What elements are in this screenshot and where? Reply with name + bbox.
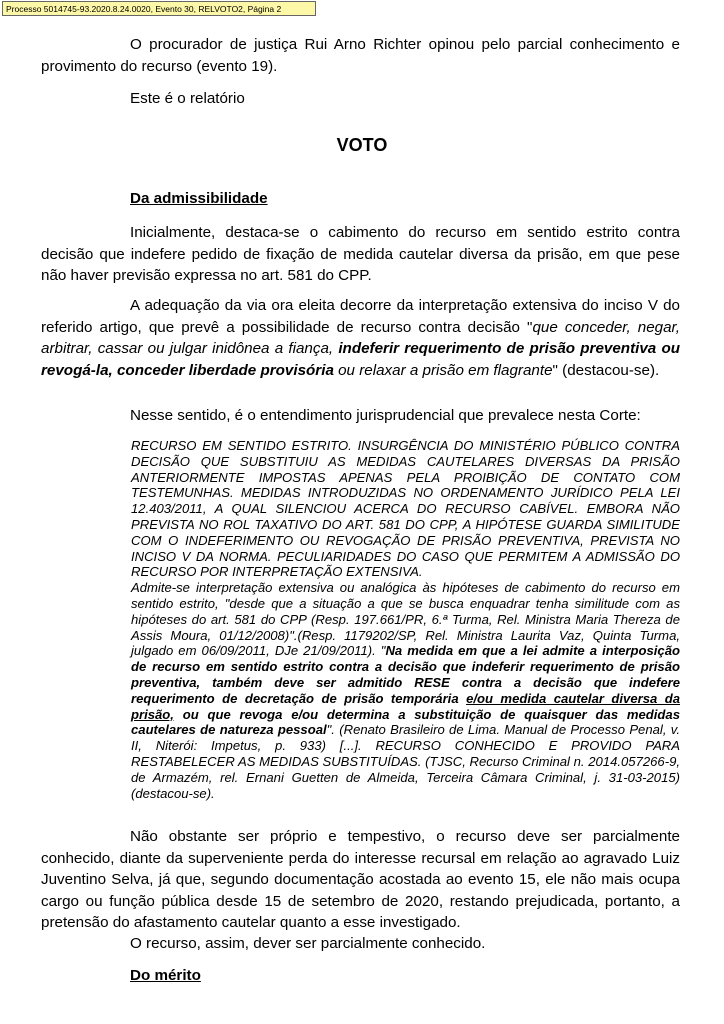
section-heading-merito: Do mérito (130, 967, 201, 984)
paragraph-conhecimento-parcial: Não obstante ser próprio e tempestivo, o recurso deve ser parcialmente conhecido, diante da superveniente perda do interesse recursal em relação ao agravado Luiz Juventino Selva, já que, segundo documentação acostada ao evento 15, ele não mais ocupa cargo ou função pública desde 15 de setembro de 2020, restando prejudicada, portanto, a pretensão do afastamento cautelar quanto a esse investigado. (41, 828, 680, 931)
paragraph-relatorio: Este é o relatório (130, 90, 245, 107)
adequacao-text: A adequação da via ora eleita decorre da interpretação extensiva do inciso V do referido artigo, que prevê a possibilidade de recurso contra decisão " (41, 297, 680, 336)
paragraph-conclusao: O recurso, assim, dever ser parcialmente conhecido. (130, 935, 486, 952)
adequacao-quote-bold: indeferir requerimento de prisão preventiva ou revogá-la, conceder liberdade provisória (41, 340, 680, 379)
adequacao-quote-italic: que conceder, negar, arbitrar, cassar ou julgar inidônea a fiança, (41, 318, 680, 357)
paragraph-cabimento: Inicialmente, destaca-se o cabimento do recurso em sentido estrito contra decisão que indefere pedido de fixação de medida cautelar diversa da prisão, em que pese não haver previsão expressa no art. 581 do CPP. (41, 224, 680, 284)
paragraph-procurador: O procurador de justiça Rui Arno Richter opinou pelo parcial conhecimento e provimento do recurso (evento 19). (41, 36, 680, 75)
citation-ementa: RECURSO EM SENTIDO ESTRITO. INSURGÊNCIA DO MINISTÉRIO PÚBLICO CONTRA DECISÃO QUE SUBSTITUIU AS MEDIDAS CAUTELARES DIVERSAS DA PRISÃO ANTERIORMENTE IMPOSTAS APENAS PELA PROIBIÇÃO DE CONTATO COM TESTEMUNHAS. MEDIDAS INTRODUZIDAS NO ORDENAMENTO JURÍDICO PELA LEI 12.403/2011, A QUAL SILENCIOU ACERCA DO RECURSO CABÍVEL. EMBORA NÃO PREVISTA NO ROL TAXATIVO DO ART. 581 DO CPP, A HIPÓTESE GUARDA SIMILITUDE COM O INDEFERIMENTO OU REVOGAÇÃO DE PRISÃO PREVENTIVA, PREVISTA NO INCISO V DA NORMA. PECULIARIDADES DO CASO QUE PERMITEM A ADMISSÃO DO RECURSO POR INTERPRETAÇÃO EXTENSIVA. (131, 438, 680, 580)
paragraph-entendimento: Nesse sentido, é o entendimento jurisprudencial que prevalece nesta Corte: (130, 407, 641, 424)
process-header-stamp: Processo 5014745-93.2020.8.24.0020, Evento 30, RELVOTO2, Página 2 (2, 1, 316, 16)
paragraph-adequacao (41, 295, 680, 381)
citation-source: ". (Renato Brasileiro de Lima. Manual de Processo Penal, v. II, Niterói: Impetus, p. 933) [...]. RECURSO CONHECIDO E PROVIDO PARA RESTABELECER AS MEDIDAS SUBSTITUÍDAS. (TJSC, Recurso Criminal n. 2014.057266-9, de Armazém, rel. Ernani Guetten de Almeida, Terceira Câmara Criminal, j. 31-03-2015) (destacou-se). (131, 722, 680, 801)
adequacao-closing: " (destacou-se). (552, 361, 660, 379)
section-heading-admissibilidade: Da admissibilidade (130, 190, 268, 207)
jurisprudence-citation (131, 438, 680, 801)
adequacao-quote-end: ou relaxar a prisão em flagrante (333, 361, 553, 379)
citation-quote-underlined: e/ou medida cautelar diversa da prisão, (131, 690, 680, 722)
citation-quote-intro: Admite-se interpretação extensiva ou analógica às hipóteses de cabimento do recurso em sentido estrito, "desde que a situação a que se busca enquadrar tenha similitude com as hipóteses do art. 581 do CPP (Resp. 197.661/PR, 6.ª Turma, Rel. Ministra Maria Thereza de Assis Moura, 01/12/2008)".(Resp. 1179202/SP, Rel. Ministra Laurita Vaz, Quinta Turma, julgado em 06/09/2011, DJe 21/09/2011). " (131, 580, 680, 659)
voto-heading: VOTO (336, 135, 388, 155)
citation-quote-bold: Na medida em que a lei admite a interposição de recurso em sentido estrito contra a decisão que indeferir requerimento de prisão preventiva, também deve ser admitido RESE contra a decisão que indefere requerimento de decretação de prisão temporária (131, 643, 680, 706)
citation-quote-bold-end: ou que revoga e/ou determina a substituição de quaisquer das medidas cautelares de natureza pessoal (131, 706, 680, 738)
